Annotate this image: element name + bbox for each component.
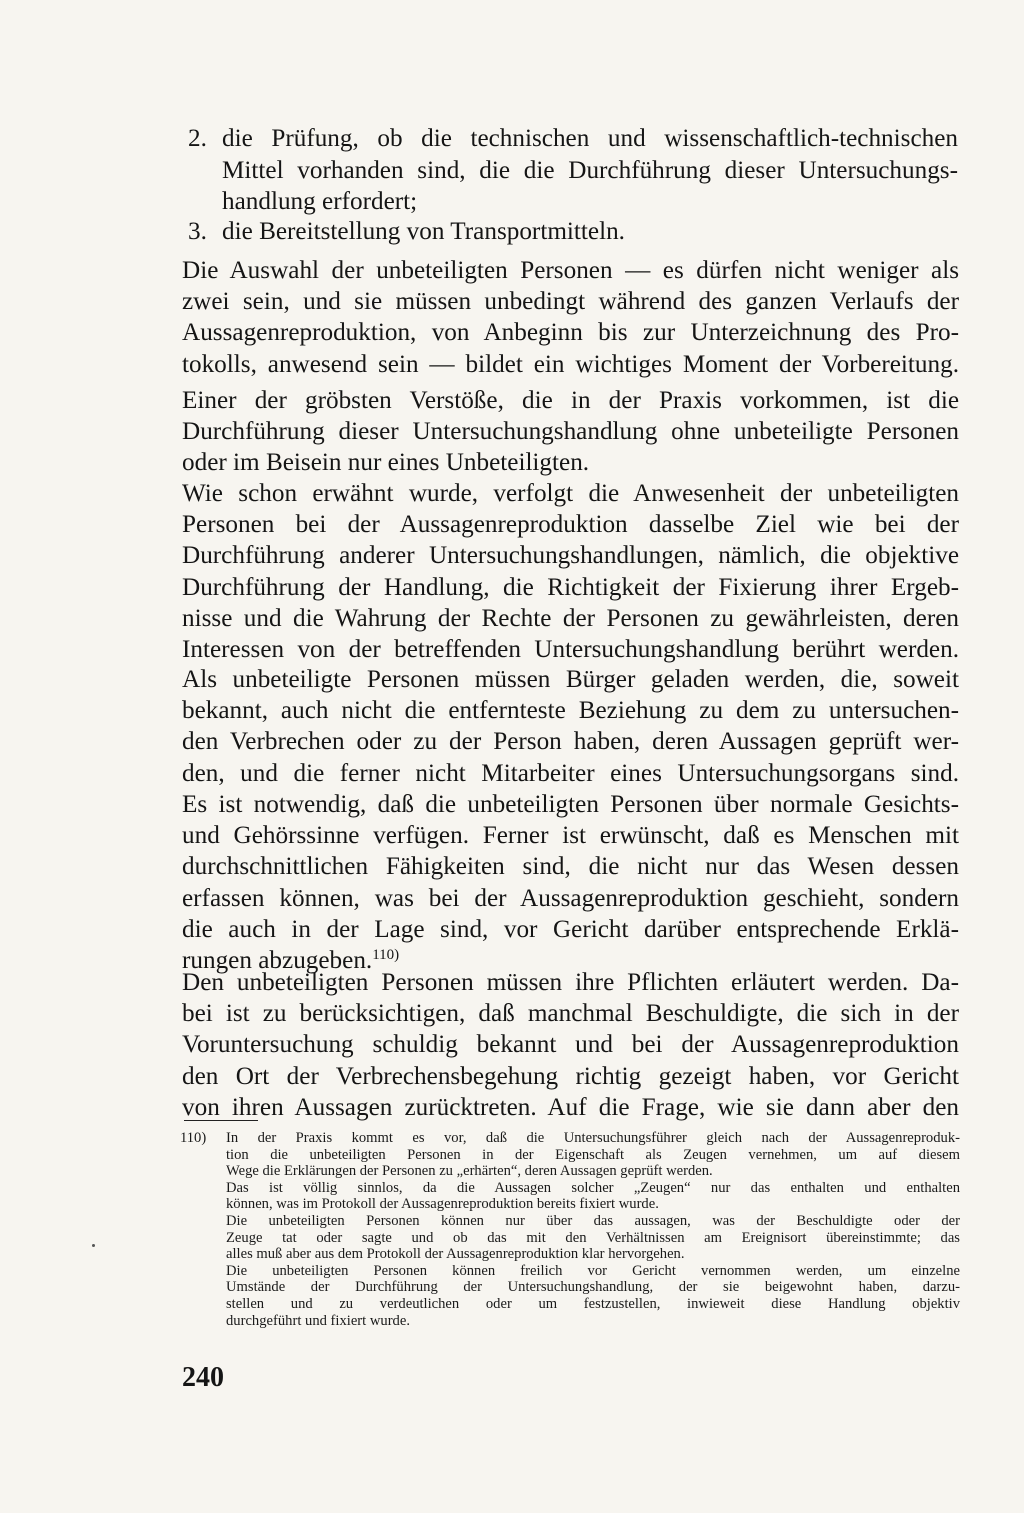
page-number: 240 bbox=[182, 1362, 224, 1393]
footnote-number: 110) bbox=[180, 1130, 207, 1146]
text-line: Die Auswahl der unbeteiligten Personen — es dürfen nicht weniger als bbox=[182, 257, 959, 284]
footnote-line: durchgeführt und fixiert wurde. bbox=[226, 1312, 410, 1329]
footnote-line: Die unbeteiligten Personen können nur über das aussagen, was der Beschuldigte oder der bbox=[226, 1212, 960, 1229]
footnote-divider bbox=[184, 1120, 258, 1121]
text-line: Durchführung der Handlung, die Richtigkeit der Fixierung ihrer Ergeb- bbox=[182, 573, 959, 601]
text-line: den Verbrechen oder zu der Person haben, deren Aussagen geprüft wer- bbox=[182, 728, 959, 756]
text-fragment: rungen abzugeben. bbox=[182, 947, 373, 975]
text-line: die Prüfung, ob die technischen und wissenschaftlich-technischen bbox=[222, 125, 958, 152]
text-line: tokolls, anwesend sein — bildet ein wichtiges Moment der Vorbereitung. bbox=[182, 350, 959, 378]
text-line: Voruntersuchung schuldig bekannt und bei der Aussagenreproduktion bbox=[182, 1031, 959, 1059]
footnote-line: Das ist völlig sinnlos, da die Aussagen solcher „Zeugen“ nur das enthalten und enthalten bbox=[226, 1179, 960, 1196]
paragraph bbox=[182, 789, 959, 976]
footnote-line: stellen und zu verdeutlichen oder um festzustellen, inwieweit diese Handlung objektiv bbox=[226, 1295, 960, 1312]
text-line: Interessen von der betreffenden Untersuchungshandlung berührt werden. bbox=[182, 636, 959, 664]
footnote-line: Umstände der Durchführung der Untersuchungshandlung, der sie beigewohnt haben, darzu- bbox=[226, 1279, 960, 1296]
text-line: handlung erfordert; bbox=[222, 188, 418, 215]
text-line: bekannt, auch nicht die entfernteste Beziehung zu dem zu untersuchen- bbox=[182, 697, 959, 725]
footnote-reference: 110) bbox=[372, 947, 400, 964]
footnote-line: alles muß aber aus dem Protokoll der Aussagenreproduktion klar hervorgehen. bbox=[226, 1246, 685, 1263]
text-line: Den unbeteiligten Personen müssen ihre Pflichten erläutert werden. Da- bbox=[182, 969, 959, 996]
paragraph bbox=[182, 385, 959, 479]
text-line: den, und die ferner nicht Mitarbeiter eines Untersuchungsorgans sind. bbox=[182, 759, 959, 787]
text-line: Als unbeteiligte Personen müssen Bürger geladen werden, die, soweit bbox=[182, 666, 959, 693]
paragraph bbox=[182, 255, 959, 380]
text-line: Es ist notwendig, daß die unbeteiligten Personen über normale Gesichts- bbox=[182, 791, 959, 818]
footnote-line: Wege die Erklärungen der Personen zu „erhärten“, deren Aussagen geprüft werden. bbox=[226, 1163, 713, 1180]
text-line: Personen bei der Aussagenreproduktion dasselbe Ziel wie bei der bbox=[182, 511, 959, 539]
footnote-line: tion die unbeteiligten Personen in der Eigenschaft als Zeugen vernehmen, um auf diesem bbox=[226, 1146, 960, 1163]
text-line: Durchführung dieser Untersuchungshandlung ohne unbeteiligte Personen bbox=[182, 418, 959, 446]
paragraph bbox=[182, 967, 959, 1123]
text-line: Mittel vorhanden sind, die die Durchführung dieser Untersuchungs- bbox=[222, 156, 958, 184]
text-line: die auch in der Lage sind, vor Gericht darüber entsprechende Erklä- bbox=[182, 915, 959, 943]
footnote-line: Zeuge tat oder sagte und ob das mit den Verhältnissen am Ereignisort übereinstimmte; das bbox=[226, 1229, 960, 1246]
text-line: durchschnittlichen Fähigkeiten sind, die nicht nur das Wesen dessen bbox=[182, 853, 959, 881]
footnote-line: Die unbeteiligten Personen können freilich vor Gericht vernommen werden, um einzelne bbox=[226, 1262, 960, 1279]
text-line: zwei sein, und sie müssen unbedingt während des ganzen Verlaufs der bbox=[182, 288, 959, 316]
scan-speck bbox=[92, 1244, 95, 1247]
paragraph bbox=[182, 664, 959, 789]
text-line: die Bereitstellung von Transportmitteln. bbox=[222, 218, 625, 245]
text-line: bei ist zu berücksichtigen, daß manchmal Beschuldigte, die sich in der bbox=[182, 1000, 959, 1028]
list-item bbox=[188, 123, 958, 218]
text-line: von ihren Aussagen zurücktreten. Auf die Frage, wie sie dann aber den bbox=[182, 1093, 959, 1121]
text-line: den Ort der Verbrechensbegehung richtig gezeigt haben, vor Gericht bbox=[182, 1062, 959, 1090]
list-number: 2. bbox=[188, 125, 207, 152]
text-line: erfassen können, was bei der Aussagenreproduktion geschieht, sondern bbox=[182, 884, 959, 912]
text-line: nisse und die Wahrung der Rechte der Personen zu gewährleisten, deren bbox=[182, 604, 959, 632]
footnote-line: In der Praxis kommt es vor, daß die Untersuchungsführer gleich nach der Aussagenreproduk- bbox=[226, 1130, 960, 1146]
text-line: und Gehörssinne verfügen. Ferner ist erwünscht, daß es Menschen mit bbox=[182, 822, 959, 850]
paragraph bbox=[182, 478, 959, 665]
footnote bbox=[180, 1130, 960, 1329]
text-line: Einer der gröbsten Verstöße, die in der Praxis vorkommen, ist die bbox=[182, 387, 959, 414]
text-line: Wie schon erwähnt wurde, verfolgt die Anwesenheit der unbeteiligten bbox=[182, 480, 959, 507]
text-line: Durchführung anderer Untersuchungshandlungen, nämlich, die objektive bbox=[182, 542, 959, 570]
text-line: oder im Beisein nur eines Unbeteiligten. bbox=[182, 449, 590, 477]
footnote-line: können, was im Protokoll der Aussagenreproduktion bereits fixiert wurde. bbox=[226, 1196, 659, 1213]
text-line: Aussagenreproduktion, von Anbeginn bis zur Unterzeichnung des Pro- bbox=[182, 319, 959, 347]
list-number: 3. bbox=[188, 218, 207, 245]
list-item bbox=[188, 216, 958, 248]
